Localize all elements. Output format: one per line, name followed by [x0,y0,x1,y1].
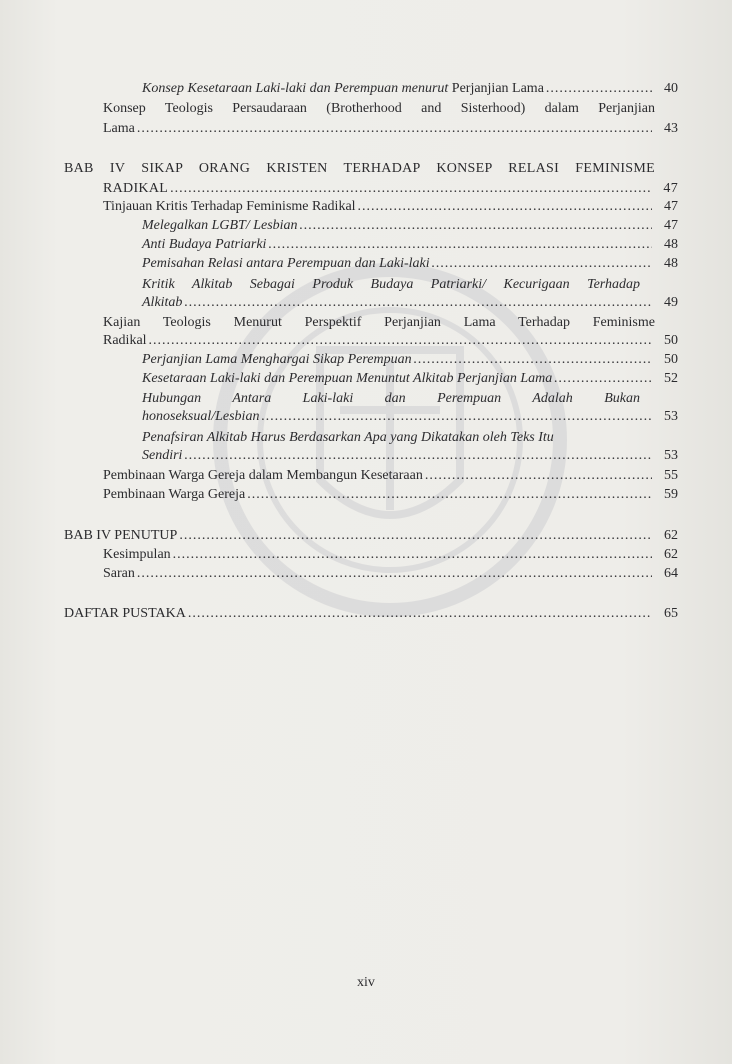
leader-dots [137,565,652,583]
toc-entry [103,180,678,198]
toc-page-number: 55 [664,468,678,483]
toc-chapter-heading: BAB IV PENUTUP [64,528,178,543]
toc-entry-text: Kesetaraan Laki-laki dan Perempuan Menuntut Alkitab Perjanjian Lama [142,371,553,386]
leader-dots [188,605,652,623]
leader-dots [432,255,652,273]
toc-entry-text: Alkitab [142,295,183,310]
toc-page-number: 50 [664,333,678,348]
toc-entry [103,565,678,583]
toc-entry [64,605,678,623]
toc-entry-text: Kritik Alkitab Sebagai Produk Budaya Patriarki/ Kecurigaan Terhadap [142,277,640,292]
toc-page-number: 47 [664,218,678,233]
leader-dots [546,80,652,98]
toc-page-number: 50 [664,352,678,367]
leader-dots [554,370,652,388]
toc-page-number: 59 [664,487,678,502]
toc-entry [142,408,678,426]
toc-entry-text-line [142,429,654,447]
toc-entry-text: Tinjauan Kritis Terhadap Feminisme Radikal [103,199,356,214]
toc-entry [142,255,678,273]
toc-entry [142,217,678,235]
toc-page-number: 53 [664,448,678,463]
toc-page-number: 49 [664,295,678,310]
toc-entry [142,370,678,388]
toc-entry-text: Pembinaan Warga Gereja [103,487,246,502]
toc-entry-text: Anti Budaya Patriarki [142,237,267,252]
leader-dots [268,236,652,254]
toc-chapter-heading: DAFTAR PUSTAKA [64,606,186,621]
toc-entry [103,120,678,138]
leader-dots [261,408,652,426]
toc-page-number: 53 [664,409,678,424]
toc-entry-text: Lama [103,121,135,136]
toc-entry-text: Sendiri [142,448,183,463]
toc-entry-text: Pembinaan Warga Gereja dalam Membangun Kesetaraan [103,468,423,483]
leader-dots [414,351,652,369]
toc-entry [142,236,678,254]
toc-entry-text: Perjanjian Lama [448,81,544,96]
toc-entry-text: Perjanjian Lama Menghargai Sikap Perempuan [142,352,412,367]
toc-entry-text: Konsep Teologis Persaudaraan (Brotherhood and Sisterhood) dalam Perjanjian [103,101,655,116]
toc-entry [103,546,678,564]
toc-entry [103,332,678,350]
toc-entry-text: Melegalkan LGBT/ Lesbian [142,218,298,233]
page-number: xiv [357,975,375,990]
toc-entry-text: RADIKAL [103,181,169,196]
leader-dots [425,467,652,485]
leader-dots [358,198,652,216]
leader-dots [184,294,652,312]
toc-page-number: 43 [664,121,678,136]
leader-dots [149,332,652,350]
toc-entry-text: Radikal [103,333,147,348]
toc-entry [103,486,678,504]
toc-entry [142,294,678,312]
leader-dots [170,180,652,198]
toc-entry-text: Penafsiran Alkitab Harus Berdasarkan Apa yang Dikatakan oleh Teks Itu [142,430,554,445]
toc-entry [142,351,678,369]
toc-page-number: 48 [664,237,678,252]
toc-entry [103,467,678,485]
toc-page-number: 48 [664,256,678,271]
toc-entry-text: Hubungan Antara Laki-laki dan Perempuan Adalah Bukan [142,391,640,406]
toc-page-number: 62 [664,528,678,543]
toc-page-number: 65 [664,606,678,621]
toc-entry-text: Kajian Teologis Menurut Perspektif Perjanjian Lama Terhadap Feminisme [103,315,655,330]
toc-entry [64,527,678,545]
toc-page-number: 47 [663,181,678,196]
toc-page-number: 62 [664,547,678,562]
toc-entry-text: Kesimpulan [103,547,171,562]
toc-entry [103,198,678,216]
toc-entry-text: honoseksual/Lesbian [142,409,260,424]
leader-dots [184,447,652,465]
leader-dots [137,120,652,138]
toc-page-number: 52 [664,371,678,386]
toc-page-number: 64 [664,566,678,581]
leader-dots [179,527,652,545]
toc-entry [142,80,678,98]
leader-dots [173,546,652,564]
toc-page-number: 47 [664,199,678,214]
toc-chapter-heading: BAB IV SIKAP ORANG KRISTEN TERHADAP KONSEP RELASI FEMINISME [64,161,655,176]
toc-entry-text: Saran [103,566,135,581]
toc-entry-text: Konsep Kesetaraan Laki-laki dan Perempuan menurut [142,81,449,96]
toc-page-number: 40 [664,81,678,96]
leader-dots [300,217,652,235]
leader-dots [247,486,652,504]
toc-entry-text: Pemisahan Relasi antara Perempuan dan Laki-laki [142,256,430,271]
toc-entry [142,447,678,465]
